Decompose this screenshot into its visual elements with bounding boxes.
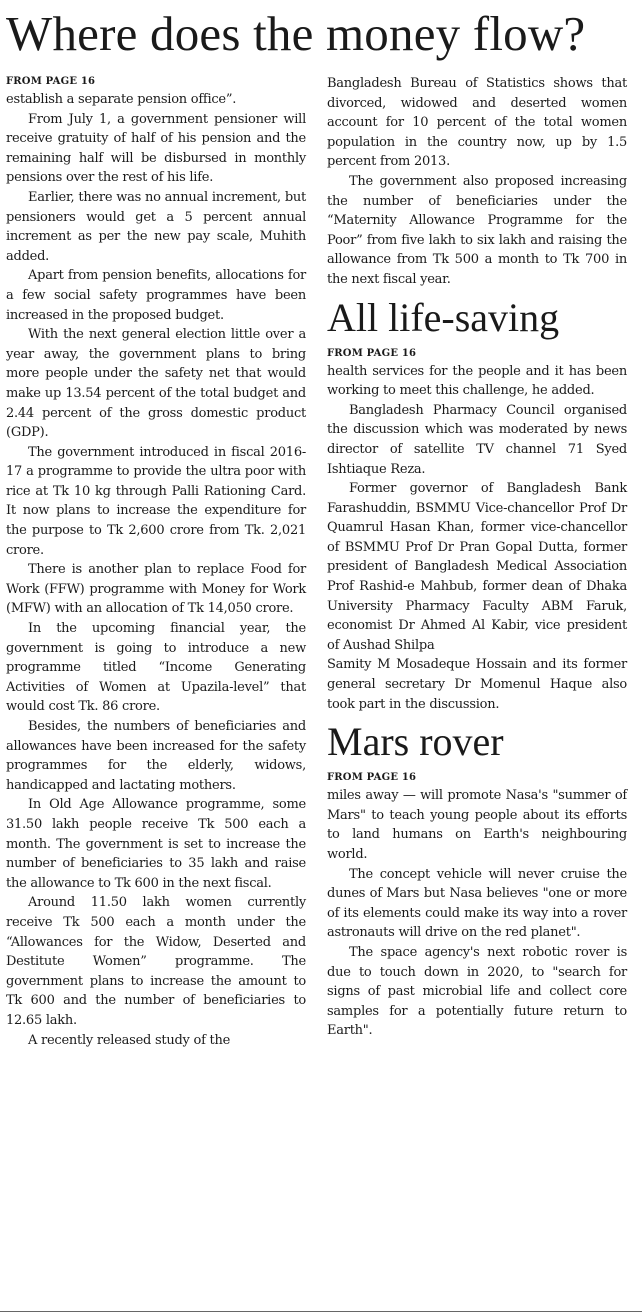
right-column [327, 74, 627, 1041]
article-paragraph: establish a separate pension office”. [6, 92, 237, 107]
article-paragraph: With the next general election little over a year away, the government plans to bring more people under the safety net that would make up 13.54 percent of the total budget and 2.44 percent of the gross domestic product (GDP). [6, 327, 306, 441]
article-paragraph: The government introduced in fiscal 2016-17 a programme to provide the ultra poor with rice at Tk 10 kg through Palli Rationing Card. It now plans to increase the expenditure for the purpose to Tk 2,600 crore from Tk. 2,021 crore. [6, 444, 306, 558]
from-page-label: FROM PAGE 16 [6, 76, 96, 87]
article-paragraph: miles away — will promote Nasa's "summer of Mars" to teach young people about its efforts to land humans on Earth's neighbouring world. [327, 788, 627, 862]
article-paragraph: Bangladesh Bureau of Statistics shows that divorced, widowed and deserted women account for 10 percent of the total women population in the country now, up by 1.5 percent from 2013. [327, 76, 627, 170]
article-paragraph: health services for the people and it has been working to meet this challenge, he added. [327, 363, 627, 399]
story-title-mars-rover: Mars rover [327, 719, 504, 765]
bottom-rule [0, 1311, 642, 1312]
article-paragraph: Around 11.50 lakh women currently receive Tk 500 each a month under the “Allowances for the Widow, Deserted and Destitute Women” programme. The government plans to increase the amount to Tk 600 and the number of beneficiaries to 12.65 lakh. [6, 895, 306, 1028]
article-paragraph: From July 1, a government pensioner will receive gratuity of half of his pension and the remaining half will be disbursed in monthly pensions over the rest of his life. [6, 111, 306, 186]
article-paragraph: Apart from pension benefits, allocations for a few social safety programmes have been increased in the proposed budget. [6, 268, 306, 323]
from-page-label: FROM PAGE 16 [327, 347, 417, 359]
from-page-label: FROM PAGE 16 [327, 772, 417, 784]
left-column [6, 74, 306, 1050]
article-paragraph: The space agency's next robotic rover is due to touch down in 2020, to "search for signs of past microbial life and collect core samples for a potentially future return to Earth". [327, 944, 627, 1039]
article-paragraph: The government also proposed increasing the number of beneficiaries under the “Maternity Allowance Programme for the Poor” from five lakh to six lakh and raising the allowance from Tk 500 a month to Tk 700 in the next fiscal year. [327, 173, 627, 287]
article-paragraph: The concept vehicle will never cruise the dunes of Mars but Nasa believes "one or more of its elements could make its way into a rover astronauts will drive on the red planet". [327, 866, 627, 941]
article-paragraph: A recently released study of the [28, 1032, 231, 1048]
article-paragraph: Earlier, there was no annual increment, but pensioners would get a 5 percent annual increment as per the new pay scale, Muhith added. [6, 189, 306, 264]
article-paragraph: In Old Age Allowance programme, some 31.50 lakh people receive Tk 500 each a month. The government is set to increase the number of beneficiaries to 35 lakh and raise the allowance to Tk 600 in the next fiscal. [6, 797, 306, 891]
article-paragraph: There is another plan to replace Food for Work (FFW) programme with Money for Work (MFW) with an allocation of Tk 14,050 crore. [6, 562, 306, 617]
article-paragraph: Samity M Mosadeque Hossain and its former general secretary Dr Momenul Haque also took part in the discussion. [327, 657, 627, 712]
article-paragraph: Bangladesh Pharmacy Council organised the discussion which was moderated by news director of satellite TV channel 71 Syed Ishtiaque Reza. [327, 402, 627, 477]
article-paragraph: In the upcoming financial year, the government is going to introduce a new programme titled “Income Generating Activities of Women at Upazila-level” that would cost Tk. 86 crore. [6, 621, 306, 715]
article-paragraph: Besides, the numbers of beneficiaries and allowances have been increased for the safety programmes for the elderly, widows, handicapped and lactating mothers. [6, 719, 306, 793]
article-paragraph: Former governor of Bangladesh Bank Farashuddin, BSMMU Vice-chancellor Prof Dr Quamrul Hasan Khan, former vice-chancellor of BSMMU Prof Dr Pran Gopal Dutta, former president of Bangladesh Medical Association Prof Rashid-e Mahbub, former dean of Dhaka University Pharmacy Faculty ABM Faruk, economist Dr Ahmed Al Kabir, vice president of Aushad Shilpa [327, 481, 627, 653]
page-headline: Where does the money flow? [6, 6, 586, 61]
story-title-all-life-saving: All life-saving [327, 294, 560, 340]
